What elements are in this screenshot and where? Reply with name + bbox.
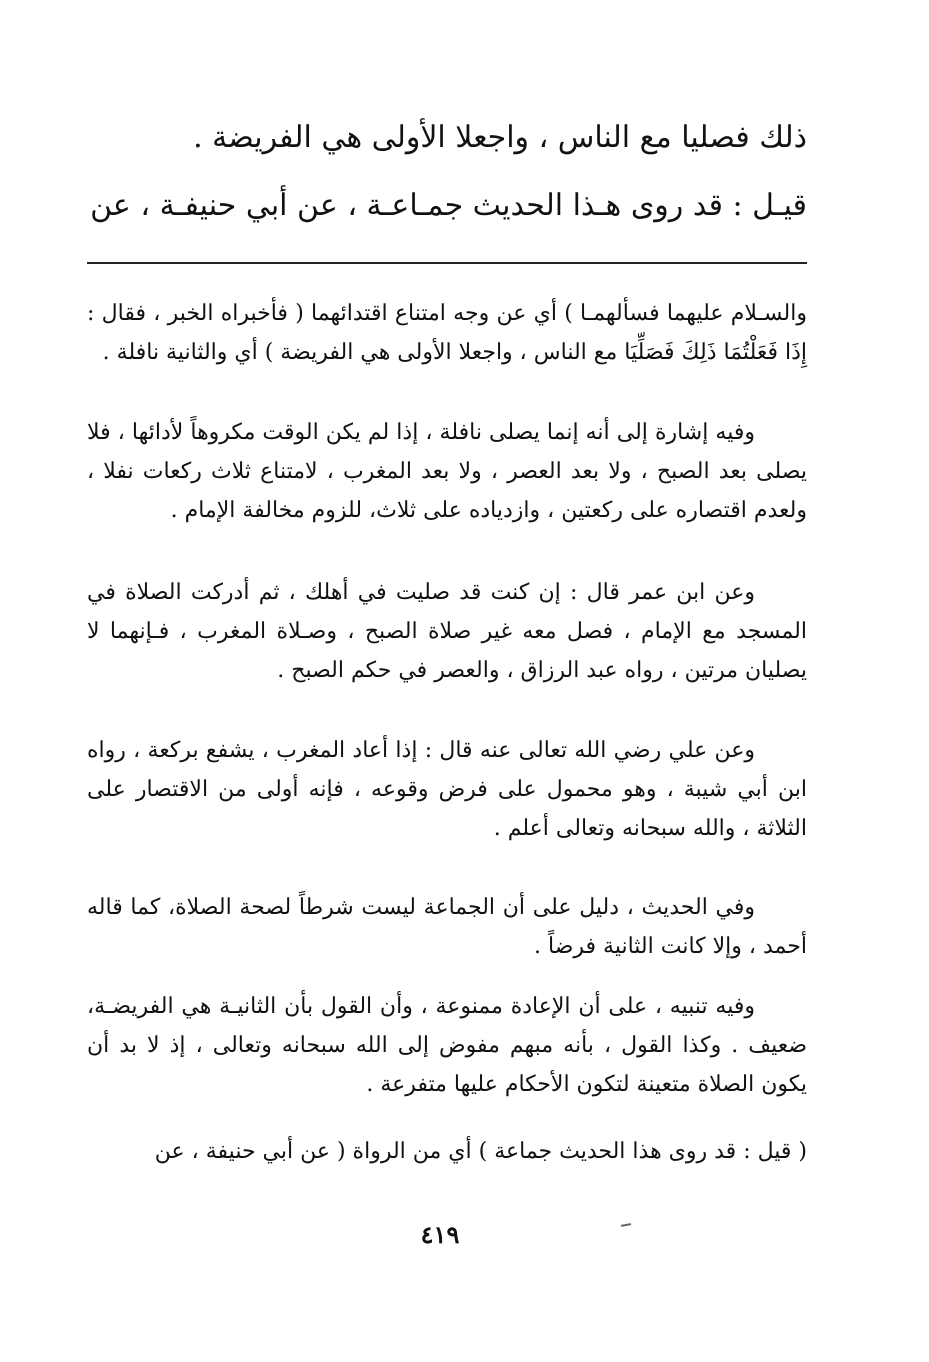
commentary-paragraph-4 xyxy=(87,731,807,848)
commentary-text: وعن علي رضي الله تعالى عنه قال : إذا أعاد المغرب ، يشفع بركعة ، رواه ابن أبي شيبة ، وهو محمول على فرض وقوعه ، فإنه أولى من الاقتصار على الثلاثة ، والله سبحانه وتعالى أعلم . xyxy=(87,738,807,841)
commentary-paragraph-7 xyxy=(87,1132,807,1171)
commentary-text: وفيه تنبيه ، على أن الإعادة ممنوعة ، وأن القول بأن الثانيـة هي الفريضـة، ضعيف . وكذا القول ، بأنه مبهم مفوض إلى الله سبحانه وتعالى ، إذ لا بد أن يكون الصلاة متعينة لتكون الأحكام عليها متفرعة . xyxy=(87,994,807,1097)
commentary-text: وفيه إشارة إلى أنه إنما يصلى نافلة ، إذا لم يكن الوقت مكروهاً لأدائها ، فلا يصلى بعد الصبح ، ولا بعد العصر ، ولا بعد المغرب ، لامتناع ثلاث ركعات نفلا ، ولعدم اقتصاره على ركعتين ، وازدياده على ثلاث، للزوم مخالفة الإمام . xyxy=(87,420,807,523)
page-number: ٤١٩ xyxy=(420,1220,460,1249)
commentary-text: والسـلام عليهما فسألهمـا ) أي عن وجه امتناع اقتدائهما ( فأخبراه الخبر ، فقال : إِذَا فَعَلْتُمَا ذَلِكَ فَصَلِّيَا مع الناس ، واجعلا الأولى هي الفريضة ) أي والثانية نافلة . xyxy=(87,301,807,365)
commentary-paragraph-3 xyxy=(87,573,807,690)
commentary-paragraph-1 xyxy=(87,294,807,372)
separator-rule xyxy=(87,262,807,264)
commentary-text: ( قيل : قد روى هذا الحديث جماعة ) أي من الرواة ( عن أبي حنيفة ، عن xyxy=(154,1139,807,1164)
commentary-text: وعن ابن عمر قال : إن كنت قد صليت في أهلك ، ثم أدركت الصلاة في المسجد مع الإمام ، فصل معه غير صلاة الصبح ، وصـلاة المغرب ، فـإنهما لا يصليان مرتين ، رواه عبد الرزاق ، والعصر في حكم الصبح . xyxy=(87,580,807,683)
commentary-paragraph-2 xyxy=(87,413,807,530)
commentary-paragraph-5 xyxy=(87,888,807,966)
matn-line-1: ذلك فصليا مع الناس ، واجعلا الأولى هي الفريضة . xyxy=(193,120,807,155)
commentary-text: وفي الحديث ، دليل على أن الجماعة ليست شرطاً لصحة الصلاة، كما قاله أحمد ، وإلا كانت الثانية فرضاً . xyxy=(87,895,807,959)
commentary-paragraph-6 xyxy=(87,987,807,1104)
matn-line-2: قيـل : قد روى هـذا الحديث جمـاعـة ، عن أبي حنيفـة ، عن xyxy=(90,188,807,223)
